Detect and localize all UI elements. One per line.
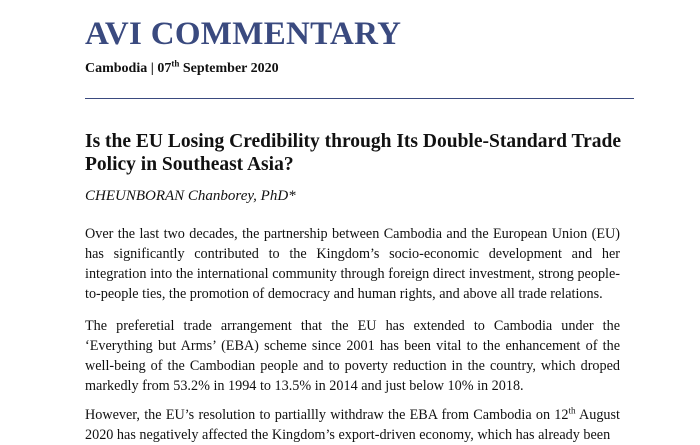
article-title: Is the EU Losing Credibility through Its Double-Standard Trade Policy in Southeast Asia? [85,131,621,175]
header-divider [85,98,634,99]
location-date: Cambodia | 07 [85,61,172,76]
paragraph-1: Over the last two decades, the partnership between Cambodia and the European Union (EU) has significantly contributed to the Kingdom’s socio-economic development and her integration into the international community through foreign direct investment, strong people-to-people ties, the promotion of democracy and human rights, and above all trade relations. [85,226,620,302]
paragraph-3 [85,405,620,445]
paragraph-2: The preferetial trade arrangement that the EU has extended to Cambodia under the ‘Everything but Arms’ (EBA) scheme since 2001 has been vital to the enhancement of the well-being of the Cambodian people and to poverty reduction in the country, which droped markedly from 53.2% in 1994 to 13.5% in 2014 and just below 10% in 2018. [85,318,620,394]
date-month-year: September 2020 [179,61,279,76]
location-date-line [85,60,279,78]
paragraph-3-start: However, the EU’s resolution to partiallly withdraw the EBA from Cambodia on 12 [85,407,569,423]
paragraph-3-end: August 2020 has negatively affected the Kingdom’s export-driven economy, which has already been [85,407,620,443]
date-ordinal: th [171,58,180,69]
paragraph-3-ordinal: th [568,405,576,416]
publication-title: AVI COMMENTARY [85,16,402,52]
article-author: CHEUNBORAN Chanborey, PhD* [85,188,296,204]
